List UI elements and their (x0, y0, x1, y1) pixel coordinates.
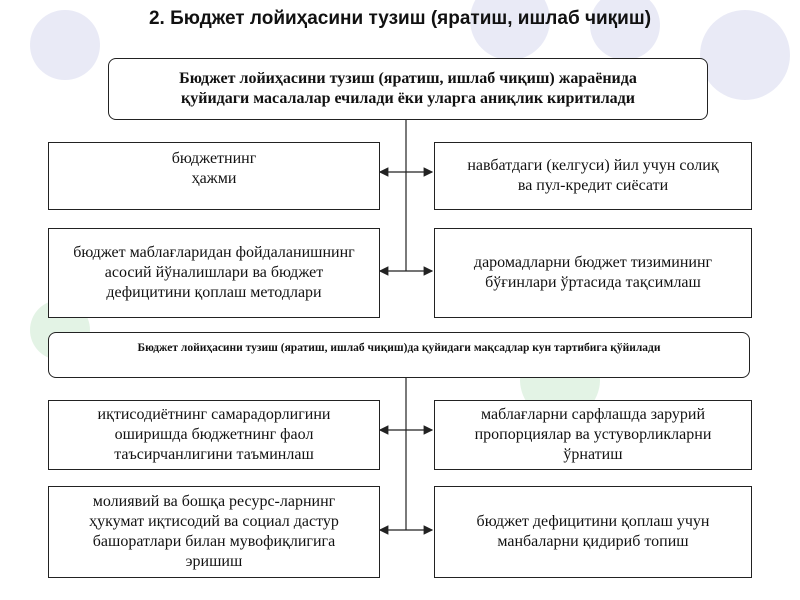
box-line: даромадларни бюджет тизимининг (473, 254, 713, 271)
box-line: оширишда бюджетнинг фаол (114, 426, 314, 443)
box-line: иқтисодиётнинг самарадорлигини (97, 406, 331, 423)
box-line: башоратлари билан мувофиқлигига (92, 533, 336, 550)
box-line: бюджетнинг (171, 150, 257, 167)
box-line: навбатдаги (келгуси) йил учун солиқ (467, 157, 719, 174)
resources-alignment-box (48, 486, 380, 578)
revenue-distribution-box (434, 228, 752, 318)
budget-directions-box (48, 228, 380, 318)
box-line: асосий йўналишлари ва бюджет (104, 264, 324, 281)
box-line: пропорциялар ва устуворликларни (474, 426, 712, 443)
box-line: маблағларни сарфлашда зарурий (480, 406, 706, 423)
box-line: бюджет маблағларидан фойдаланишнинг (73, 244, 355, 261)
deficit-sources-box (434, 486, 752, 578)
box-line: бўғинлари ўртасида тақсимлаш (485, 274, 701, 291)
goals-header-text: Бюджет лойиҳасини тузиш (яратиш, ишлаб чиқиш)да қуйидаги мақсадлар кун тартибига қўйилади (137, 342, 661, 354)
proportions-box (434, 400, 752, 470)
tax-policy-box (434, 142, 752, 210)
efficiency-box (48, 400, 380, 470)
box-line: бюджет дефицитини қоплаш учун (476, 513, 710, 530)
budget-volume-box (48, 142, 380, 210)
box-line: ўрнатиш (563, 446, 623, 463)
header-line-2: қуйидаги масалалар ечилади ёки уларга аниқлик киритилади (181, 90, 635, 107)
box-line: молиявий ва бошқа ресурс-ларнинг (92, 493, 336, 510)
goals-header-box (48, 332, 750, 378)
box-line: ҳукумат иқтисодий ва социал дастур (89, 513, 339, 530)
box-line: ва пул-кредит сиёсати (517, 177, 669, 194)
box-line: манбаларни қидириб топиш (497, 533, 689, 550)
box-line: таъсирчанлигини таъминлаш (114, 446, 314, 463)
box-line: эришиш (185, 553, 243, 570)
box-line: ҳажми (191, 170, 237, 187)
header-box (108, 58, 708, 120)
box-line: дефицитини қоплаш методлари (106, 284, 322, 301)
header-line-1: Бюджет лойиҳасини тузиш (яратиш, ишлаб чиқиш) жараёнида (179, 70, 637, 87)
page-title: 2. Бюджет лойиҳасини тузиш (яратиш, ишлаб чиқиш) (148, 8, 652, 29)
